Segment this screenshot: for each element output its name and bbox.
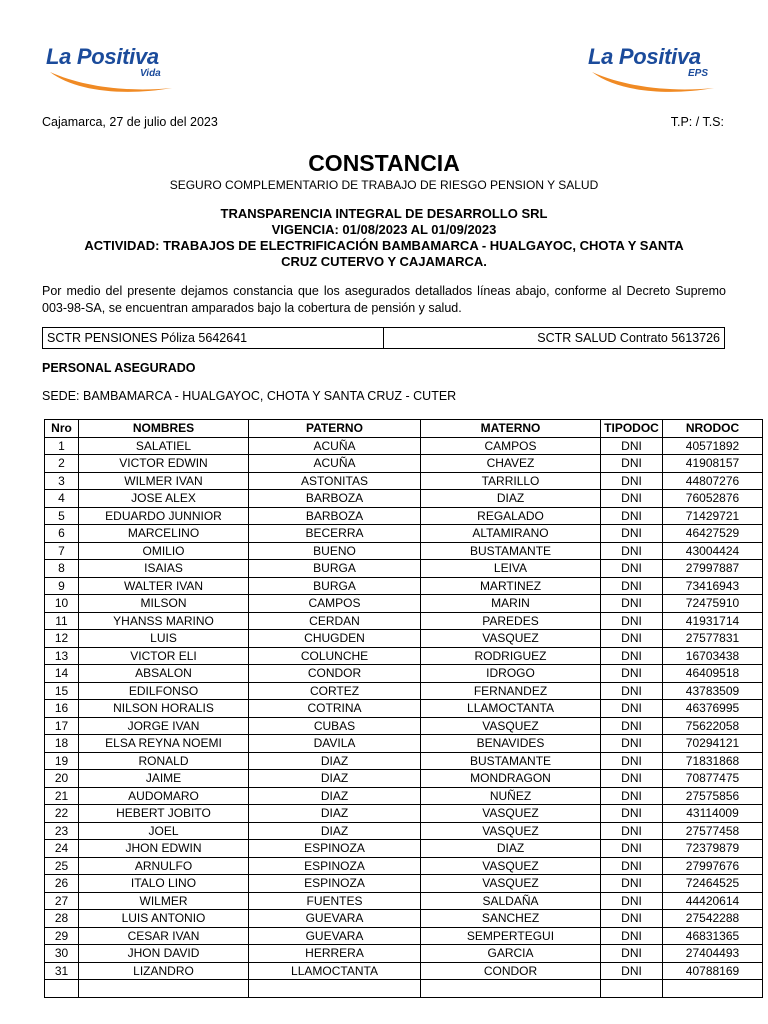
table-cell bbox=[663, 980, 763, 998]
column-header: Nro bbox=[45, 420, 79, 438]
table-cell: ESPINOZA bbox=[249, 857, 421, 875]
table-cell: SEMPERTEGUI bbox=[421, 927, 601, 945]
table-cell: CUBAS bbox=[249, 717, 421, 735]
table-row bbox=[45, 612, 763, 630]
table-row bbox=[45, 560, 763, 578]
table-cell: EDILFONSO bbox=[79, 682, 249, 700]
table-row bbox=[45, 507, 763, 525]
company-name: TRANSPARENCIA INTEGRAL DE DESARROLLO SRL bbox=[220, 206, 548, 221]
table-cell: BUENO bbox=[249, 542, 421, 560]
table-cell: DNI bbox=[601, 735, 663, 753]
table-row bbox=[45, 945, 763, 963]
table-cell: DNI bbox=[601, 962, 663, 980]
table-cell: VASQUEZ bbox=[421, 717, 601, 735]
table-cell: BURGA bbox=[249, 577, 421, 595]
table-cell: 70877475 bbox=[663, 770, 763, 788]
column-header: PATERNO bbox=[249, 420, 421, 438]
table-row bbox=[45, 717, 763, 735]
table-cell: VICTOR EDWIN bbox=[79, 455, 249, 473]
table-cell: CORTEZ bbox=[249, 682, 421, 700]
table-cell: OMILIO bbox=[79, 542, 249, 560]
table-cell: 27577831 bbox=[663, 630, 763, 648]
table-row bbox=[45, 752, 763, 770]
table-cell: 20 bbox=[45, 770, 79, 788]
table-cell: VASQUEZ bbox=[421, 875, 601, 893]
table-cell: 5 bbox=[45, 507, 79, 525]
table-cell: DNI bbox=[601, 770, 663, 788]
table-cell: 46831365 bbox=[663, 927, 763, 945]
table-cell: DNI bbox=[601, 892, 663, 910]
table-cell: DNI bbox=[601, 507, 663, 525]
table-cell: 8 bbox=[45, 560, 79, 578]
table-cell: CERDAN bbox=[249, 612, 421, 630]
table-cell: WILMER bbox=[79, 892, 249, 910]
table-row bbox=[45, 577, 763, 595]
table-cell: ACUÑA bbox=[249, 437, 421, 455]
orange-swoosh-icon bbox=[46, 70, 176, 98]
table-cell: ITALO LINO bbox=[79, 875, 249, 893]
table-cell: VASQUEZ bbox=[421, 857, 601, 875]
table-cell: HERRERA bbox=[249, 945, 421, 963]
table-row bbox=[45, 857, 763, 875]
table-cell: 76052876 bbox=[663, 490, 763, 508]
table-cell: DNI bbox=[601, 577, 663, 595]
logo-sub-text: Vida bbox=[140, 68, 161, 79]
table-cell: FERNANDEZ bbox=[421, 682, 601, 700]
sede-label: SEDE: BAMBAMARCA - HUALGAYOC, CHOTA Y SANTA CRUZ - CUTER bbox=[42, 389, 457, 403]
table-cell: BUSTAMANTE bbox=[421, 542, 601, 560]
table-cell: LUIS ANTONIO bbox=[79, 910, 249, 928]
table-row bbox=[45, 875, 763, 893]
table-row bbox=[45, 892, 763, 910]
table-cell: SANCHEZ bbox=[421, 910, 601, 928]
la-positiva-eps-logo bbox=[588, 44, 738, 100]
table-cell: 72464525 bbox=[663, 875, 763, 893]
table-cell: DNI bbox=[601, 560, 663, 578]
table-cell: TARRILLO bbox=[421, 472, 601, 490]
table-cell: FUENTES bbox=[249, 892, 421, 910]
table-cell bbox=[249, 980, 421, 998]
table-cell: DNI bbox=[601, 840, 663, 858]
table-cell: 27577458 bbox=[663, 822, 763, 840]
table-cell: 6 bbox=[45, 525, 79, 543]
table-cell: VASQUEZ bbox=[421, 630, 601, 648]
column-header: TIPODOC bbox=[601, 420, 663, 438]
table-cell: JHON EDWIN bbox=[79, 840, 249, 858]
table-row bbox=[45, 682, 763, 700]
table-cell: BARBOZA bbox=[249, 490, 421, 508]
table-cell: ACUÑA bbox=[249, 455, 421, 473]
table-cell: NUÑEZ bbox=[421, 787, 601, 805]
table-cell: DIAZ bbox=[249, 770, 421, 788]
table-cell: MARTINEZ bbox=[421, 577, 601, 595]
table-cell: DNI bbox=[601, 630, 663, 648]
table-row bbox=[45, 542, 763, 560]
table-row bbox=[45, 700, 763, 718]
table-cell: 43114009 bbox=[663, 805, 763, 823]
table-cell: JORGE IVAN bbox=[79, 717, 249, 735]
table-cell: DNI bbox=[601, 490, 663, 508]
table-cell: AUDOMARO bbox=[79, 787, 249, 805]
table-cell: GARCIA bbox=[421, 945, 601, 963]
table-cell: DIAZ bbox=[421, 490, 601, 508]
table-cell: LUIS bbox=[79, 630, 249, 648]
table-cell: 27575856 bbox=[663, 787, 763, 805]
table-cell: 72475910 bbox=[663, 595, 763, 613]
table-cell: MONDRAGON bbox=[421, 770, 601, 788]
table-cell: JOEL bbox=[79, 822, 249, 840]
table-cell: DNI bbox=[601, 542, 663, 560]
table-cell: 19 bbox=[45, 752, 79, 770]
table-cell: COLUNCHE bbox=[249, 647, 421, 665]
table-header-row bbox=[45, 420, 763, 438]
table-cell: 72379879 bbox=[663, 840, 763, 858]
table-cell: 41931714 bbox=[663, 612, 763, 630]
table-cell: 3 bbox=[45, 472, 79, 490]
table-cell: CONDOR bbox=[421, 962, 601, 980]
table-cell: 27404493 bbox=[663, 945, 763, 963]
table-cell: RODRIGUEZ bbox=[421, 647, 601, 665]
table-cell: CESAR IVAN bbox=[79, 927, 249, 945]
table-cell: SALATIEL bbox=[79, 437, 249, 455]
table-cell: DNI bbox=[601, 822, 663, 840]
table-cell: 71429721 bbox=[663, 507, 763, 525]
table-cell: 16703438 bbox=[663, 647, 763, 665]
table-cell: 44420614 bbox=[663, 892, 763, 910]
table-cell: DNI bbox=[601, 857, 663, 875]
table-cell: 73416943 bbox=[663, 577, 763, 595]
table-cell: ESPINOZA bbox=[249, 840, 421, 858]
sctr-pensiones: SCTR PENSIONES Póliza 5642641 bbox=[47, 331, 248, 345]
table-cell: DNI bbox=[601, 752, 663, 770]
table-cell: DNI bbox=[601, 787, 663, 805]
table-cell: 75622058 bbox=[663, 717, 763, 735]
sctr-box bbox=[42, 327, 725, 349]
table-cell: 27997887 bbox=[663, 560, 763, 578]
table-cell: CONDOR bbox=[249, 665, 421, 683]
insured-table bbox=[44, 419, 763, 998]
table-cell: SALDAÑA bbox=[421, 892, 601, 910]
table-cell: 43004424 bbox=[663, 542, 763, 560]
column-header: NOMBRES bbox=[79, 420, 249, 438]
table-cell: DIAZ bbox=[249, 805, 421, 823]
table-cell: CAMPOS bbox=[421, 437, 601, 455]
table-cell: RONALD bbox=[79, 752, 249, 770]
table-cell: ASTONITAS bbox=[249, 472, 421, 490]
intro-paragraph: Por medio del presente dejamos constancia que los asegurados detallados líneas abajo, conforme al Decreto Supremo 003-98-SA, se encuentran amparados bajo la cobertura de pensión y salud. bbox=[42, 284, 726, 315]
table-cell: 46409518 bbox=[663, 665, 763, 683]
table-cell: ALTAMIRANO bbox=[421, 525, 601, 543]
table-cell: 14 bbox=[45, 665, 79, 683]
table-cell bbox=[45, 980, 79, 998]
table-row bbox=[45, 735, 763, 753]
table-cell: DNI bbox=[601, 595, 663, 613]
table-cell: DNI bbox=[601, 647, 663, 665]
table-cell: DNI bbox=[601, 700, 663, 718]
table-cell: PAREDES bbox=[421, 612, 601, 630]
table-cell: GUEVARA bbox=[249, 910, 421, 928]
table-cell: ELSA REYNA NOEMI bbox=[79, 735, 249, 753]
document-subtitle: SEGURO COMPLEMENTARIO DE TRABAJO DE RIESGO PENSION Y SALUD bbox=[169, 178, 599, 192]
table-cell: 4 bbox=[45, 490, 79, 508]
table-cell: 17 bbox=[45, 717, 79, 735]
table-row bbox=[45, 805, 763, 823]
table-cell: ARNULFO bbox=[79, 857, 249, 875]
table-row bbox=[45, 472, 763, 490]
table-cell: 41908157 bbox=[663, 455, 763, 473]
table-cell: 2 bbox=[45, 455, 79, 473]
table-cell: 7 bbox=[45, 542, 79, 560]
table-row bbox=[45, 840, 763, 858]
table-cell: YHANSS MARINO bbox=[79, 612, 249, 630]
table-row bbox=[45, 490, 763, 508]
table-cell: 25 bbox=[45, 857, 79, 875]
table-cell: 40571892 bbox=[663, 437, 763, 455]
table-cell: WALTER IVAN bbox=[79, 577, 249, 595]
table-cell: 26 bbox=[45, 875, 79, 893]
table-cell: 23 bbox=[45, 822, 79, 840]
table-cell: 27542288 bbox=[663, 910, 763, 928]
table-row bbox=[45, 910, 763, 928]
table-cell: 21 bbox=[45, 787, 79, 805]
actividad-line-1: ACTIVIDAD: TRABAJOS DE ELECTRIFICACIÓN BAMBAMARCA - HUALGAYOC, CHOTA Y SANTA bbox=[84, 238, 684, 253]
table-cell: BARBOZA bbox=[249, 507, 421, 525]
table-cell: DIAZ bbox=[249, 822, 421, 840]
table-cell: BECERRA bbox=[249, 525, 421, 543]
table-row bbox=[45, 630, 763, 648]
table-cell: CHUGDEN bbox=[249, 630, 421, 648]
table-cell: BUSTAMANTE bbox=[421, 752, 601, 770]
table-cell: ESPINOZA bbox=[249, 875, 421, 893]
table-cell: MILSON bbox=[79, 595, 249, 613]
table-cell: JAIME bbox=[79, 770, 249, 788]
table-cell: 31 bbox=[45, 962, 79, 980]
table-cell: MARIN bbox=[421, 595, 601, 613]
table-cell: REGALADO bbox=[421, 507, 601, 525]
column-header: NRODOC bbox=[663, 420, 763, 438]
table-cell: ABSALON bbox=[79, 665, 249, 683]
table-cell: DNI bbox=[601, 910, 663, 928]
table-cell: MARCELINO bbox=[79, 525, 249, 543]
table-cell: BURGA bbox=[249, 560, 421, 578]
table-cell: VASQUEZ bbox=[421, 822, 601, 840]
table-cell: DNI bbox=[601, 455, 663, 473]
table-cell: 22 bbox=[45, 805, 79, 823]
table-row bbox=[45, 962, 763, 980]
table-cell: GUEVARA bbox=[249, 927, 421, 945]
table-cell: DNI bbox=[601, 805, 663, 823]
table-cell: 40788169 bbox=[663, 962, 763, 980]
table-cell: 11 bbox=[45, 612, 79, 630]
sctr-salud: SCTR SALUD Contrato 5613726 bbox=[383, 328, 724, 348]
place-date: Cajamarca, 27 de julio del 2023 bbox=[42, 115, 218, 129]
table-cell bbox=[601, 980, 663, 998]
table-row bbox=[45, 455, 763, 473]
table-cell: IDROGO bbox=[421, 665, 601, 683]
actividad-line-2: CRUZ CUTERVO Y CAJAMARCA. bbox=[281, 254, 487, 269]
vigencia: VIGENCIA: 01/08/2023 AL 01/09/2023 bbox=[271, 222, 497, 237]
table-cell: DIAZ bbox=[249, 787, 421, 805]
table-cell: 13 bbox=[45, 647, 79, 665]
table-cell: DNI bbox=[601, 525, 663, 543]
table-cell: DNI bbox=[601, 472, 663, 490]
table-cell: 71831868 bbox=[663, 752, 763, 770]
table-cell: ISAIAS bbox=[79, 560, 249, 578]
logo-brand-text: La Positiva bbox=[588, 44, 701, 69]
table-cell: 29 bbox=[45, 927, 79, 945]
table-cell: BENAVIDES bbox=[421, 735, 601, 753]
table-cell: VICTOR ELI bbox=[79, 647, 249, 665]
table-cell: 46427529 bbox=[663, 525, 763, 543]
table-cell: 46376995 bbox=[663, 700, 763, 718]
table-cell: WILMER IVAN bbox=[79, 472, 249, 490]
table-cell: 10 bbox=[45, 595, 79, 613]
table-row bbox=[45, 647, 763, 665]
table-cell: 27 bbox=[45, 892, 79, 910]
table-row bbox=[45, 525, 763, 543]
table-cell: 18 bbox=[45, 735, 79, 753]
table-cell: 12 bbox=[45, 630, 79, 648]
table-cell: 9 bbox=[45, 577, 79, 595]
orange-swoosh-icon bbox=[588, 70, 718, 98]
table-cell: JOSE ALEX bbox=[79, 490, 249, 508]
logo-sub-text: EPS bbox=[688, 68, 709, 79]
table-cell bbox=[421, 980, 601, 998]
table-cell: 28 bbox=[45, 910, 79, 928]
table-cell: 15 bbox=[45, 682, 79, 700]
section-title: PERSONAL ASEGURADO bbox=[42, 361, 196, 375]
table-row bbox=[45, 980, 763, 998]
table-cell: JHON DAVID bbox=[79, 945, 249, 963]
document-title: CONSTANCIA bbox=[308, 150, 460, 176]
table-cell: NILSON HORALIS bbox=[79, 700, 249, 718]
table-cell: HEBERT JOBITO bbox=[79, 805, 249, 823]
table-cell: DNI bbox=[601, 437, 663, 455]
table-cell: DNI bbox=[601, 682, 663, 700]
table-cell: 1 bbox=[45, 437, 79, 455]
table-cell: LLAMOCTANTA bbox=[421, 700, 601, 718]
logo-brand-text: La Positiva bbox=[46, 44, 159, 69]
table-cell: DNI bbox=[601, 927, 663, 945]
table-cell: LEIVA bbox=[421, 560, 601, 578]
table-cell: 70294121 bbox=[663, 735, 763, 753]
table-cell: VASQUEZ bbox=[421, 805, 601, 823]
table-cell: DIAZ bbox=[421, 840, 601, 858]
table-row bbox=[45, 665, 763, 683]
table-cell: DNI bbox=[601, 717, 663, 735]
la-positiva-vida-logo bbox=[46, 44, 196, 100]
table-cell: DNI bbox=[601, 875, 663, 893]
table-row bbox=[45, 787, 763, 805]
table-cell: LLAMOCTANTA bbox=[249, 962, 421, 980]
table-cell: EDUARDO JUNNIOR bbox=[79, 507, 249, 525]
table-cell: DNI bbox=[601, 612, 663, 630]
table-cell: 43783509 bbox=[663, 682, 763, 700]
table-row bbox=[45, 822, 763, 840]
tp-ts-label: T.P: / T.S: bbox=[670, 115, 724, 129]
table-row bbox=[45, 595, 763, 613]
table-cell: CAMPOS bbox=[249, 595, 421, 613]
table-row bbox=[45, 927, 763, 945]
table-cell: 27997676 bbox=[663, 857, 763, 875]
table-cell: LIZANDRO bbox=[79, 962, 249, 980]
table-cell: CHAVEZ bbox=[421, 455, 601, 473]
table-cell bbox=[79, 980, 249, 998]
column-header: MATERNO bbox=[421, 420, 601, 438]
table-cell: DIAZ bbox=[249, 752, 421, 770]
table-cell: DAVILA bbox=[249, 735, 421, 753]
table-row bbox=[45, 770, 763, 788]
table-cell: COTRINA bbox=[249, 700, 421, 718]
table-cell: 24 bbox=[45, 840, 79, 858]
table-cell: 30 bbox=[45, 945, 79, 963]
table-cell: 16 bbox=[45, 700, 79, 718]
table-cell: DNI bbox=[601, 945, 663, 963]
table-cell: 44807276 bbox=[663, 472, 763, 490]
table-row bbox=[45, 437, 763, 455]
table-cell: DNI bbox=[601, 665, 663, 683]
